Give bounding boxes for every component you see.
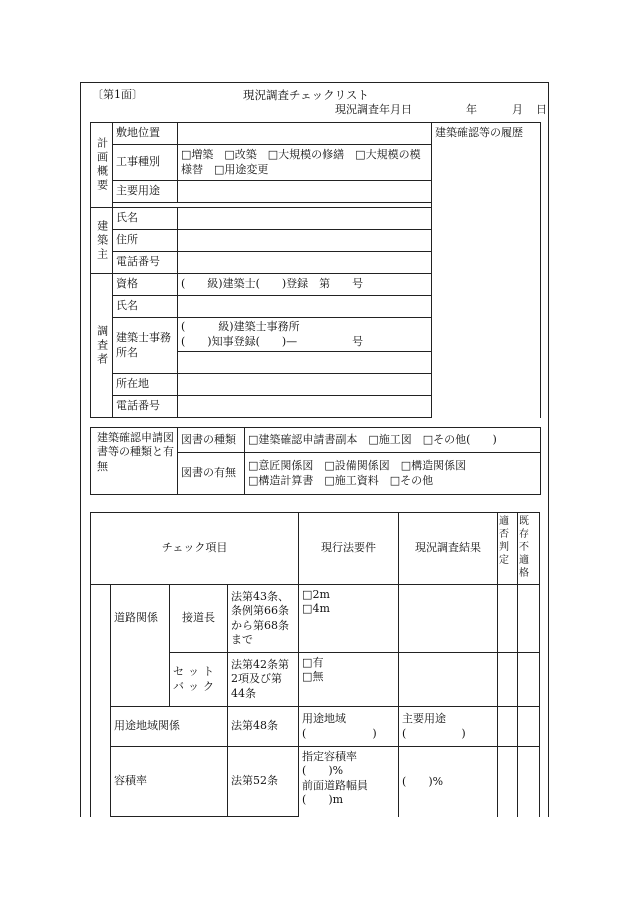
zoning-margin	[91, 707, 111, 747]
documents-table	[90, 427, 541, 495]
overview-table	[90, 122, 541, 418]
section-plan: 計画概要	[91, 123, 113, 208]
qualification-value[interactable]: ( 級)建築士( )登録 第 号	[178, 274, 432, 296]
zoning-res-field[interactable]: ( )	[402, 726, 466, 740]
history-column[interactable]	[432, 123, 541, 418]
zoning-existing[interactable]	[518, 707, 540, 747]
date-day-label: 日	[536, 103, 547, 116]
far-law: 法第52条	[228, 747, 299, 817]
doc-kind-options[interactable]: □建築確認申請書副本 □施工図 □その他( )	[245, 428, 541, 453]
far-margin	[91, 747, 111, 817]
owner-address-value[interactable]	[178, 230, 432, 252]
setback-requirement	[299, 653, 399, 707]
far-requirement	[299, 747, 399, 817]
far-road-width-label: 前面道路幅員	[302, 778, 369, 792]
office-name-label: 建築士事務所名	[113, 318, 178, 374]
owner-name-label: 氏名	[113, 208, 178, 230]
far-existing[interactable]	[518, 747, 540, 817]
road-frontage-law: 法第43条、条例第66条から第68条まで	[228, 585, 299, 653]
far-road-width-field[interactable]: ( )m	[302, 792, 344, 806]
zoning-requirement	[299, 707, 399, 747]
road-frontage-requirement	[299, 585, 399, 653]
setback-req-no[interactable]: □無	[302, 670, 324, 684]
road-frontage-result[interactable]	[399, 585, 498, 653]
work-type-label: 工事種別	[113, 145, 178, 181]
office-value-line1: ( 級)建築士事務所	[181, 320, 300, 334]
work-type-options[interactable]: □増築 □改築 □大規模の修繕 □大規模の模様替 □用途変更	[178, 145, 432, 181]
main-use-value[interactable]	[178, 181, 432, 203]
documents-header: 建築確認申請図書等の種類と有無	[91, 428, 178, 495]
zoning-label: 用途地域関係	[111, 707, 228, 747]
road-frontage-judgement[interactable]	[498, 585, 518, 653]
page-title: 現況調査チェックリスト	[243, 88, 369, 102]
setback-req-yes[interactable]: □有	[302, 656, 324, 669]
zoning-res-label: 主要用途	[402, 712, 447, 726]
surveyor-phone-value[interactable]	[178, 396, 432, 418]
setback-judgement[interactable]	[498, 653, 518, 707]
office-location-label: 所在地	[113, 374, 178, 396]
qualification-label: 資格	[113, 274, 178, 296]
date-year-label: 年	[466, 103, 477, 116]
road-frontage-existing[interactable]	[518, 585, 540, 653]
far-req-field[interactable]: ( )%	[302, 764, 344, 778]
zoning-law: 法第48条	[228, 707, 299, 747]
office-name-extra[interactable]	[178, 352, 432, 374]
setback-result[interactable]	[399, 653, 498, 707]
check-table	[90, 512, 540, 817]
road-category: 道路関係	[111, 585, 170, 707]
zoning-judgement[interactable]	[498, 707, 518, 747]
section-owner: 建築主	[91, 208, 113, 274]
office-name-value[interactable]	[178, 318, 432, 352]
doc-presence-line2: □構造計算書 □施工資料 □その他	[248, 473, 434, 487]
site-location-value[interactable]	[178, 123, 432, 145]
doc-presence-label: 図書の有無	[178, 453, 245, 495]
header-check-item: チェック項目	[91, 513, 299, 585]
surveyor-phone-label: 電話番号	[113, 396, 178, 418]
doc-presence-line1: □意匠関係図 □設備関係図 □構造関係図	[248, 459, 467, 473]
owner-phone-value[interactable]	[178, 252, 432, 274]
far-judgement[interactable]	[498, 747, 518, 817]
owner-name-value[interactable]	[178, 208, 432, 230]
road-frontage-req-2m[interactable]: □2m	[302, 588, 330, 601]
office-value-line2: ( )知事登録( )— 号	[181, 334, 364, 348]
header-current-law: 現行法要件	[299, 513, 399, 585]
road-frontage-label: 接道長	[170, 585, 228, 653]
zoning-req-field[interactable]: ( )	[302, 726, 377, 740]
zoning-result	[399, 707, 498, 747]
page-label: 〔第1面〕	[92, 88, 143, 101]
setback-existing[interactable]	[518, 653, 540, 707]
site-location-label: 敷地位置	[113, 123, 178, 145]
road-margin	[91, 585, 111, 707]
far-label: 容積率	[111, 747, 228, 817]
far-req-label: 指定容積率	[302, 750, 358, 763]
surveyor-name-value[interactable]	[178, 296, 432, 318]
zoning-req-label: 用途地域	[302, 712, 347, 726]
section-surveyor: 調査者	[91, 274, 113, 418]
header-existing-nonconforming: 既存不適格	[518, 513, 540, 585]
header-judgement: 適否判定	[498, 513, 518, 585]
doc-presence-options[interactable]	[245, 453, 541, 495]
date-month-label: 月	[512, 103, 523, 116]
owner-phone-label: 電話番号	[113, 252, 178, 274]
header-survey-result: 現況調査結果	[399, 513, 498, 585]
history-label: 建築確認等の履歴	[435, 126, 523, 139]
far-result[interactable]: ( )%	[399, 747, 498, 817]
owner-address-label: 住所	[113, 230, 178, 252]
setback-law: 法第42条第2項及び第44条	[228, 653, 299, 707]
office-location-value[interactable]	[178, 374, 432, 396]
surveyor-name-label: 氏名	[113, 296, 178, 318]
survey-date-label: 現況調査年月日	[335, 103, 412, 116]
main-use-label: 主要用途	[113, 181, 178, 203]
road-frontage-req-4m[interactable]: □4m	[302, 602, 330, 616]
setback-label: セットバック	[170, 653, 228, 707]
doc-kind-label: 図書の種類	[178, 428, 245, 453]
